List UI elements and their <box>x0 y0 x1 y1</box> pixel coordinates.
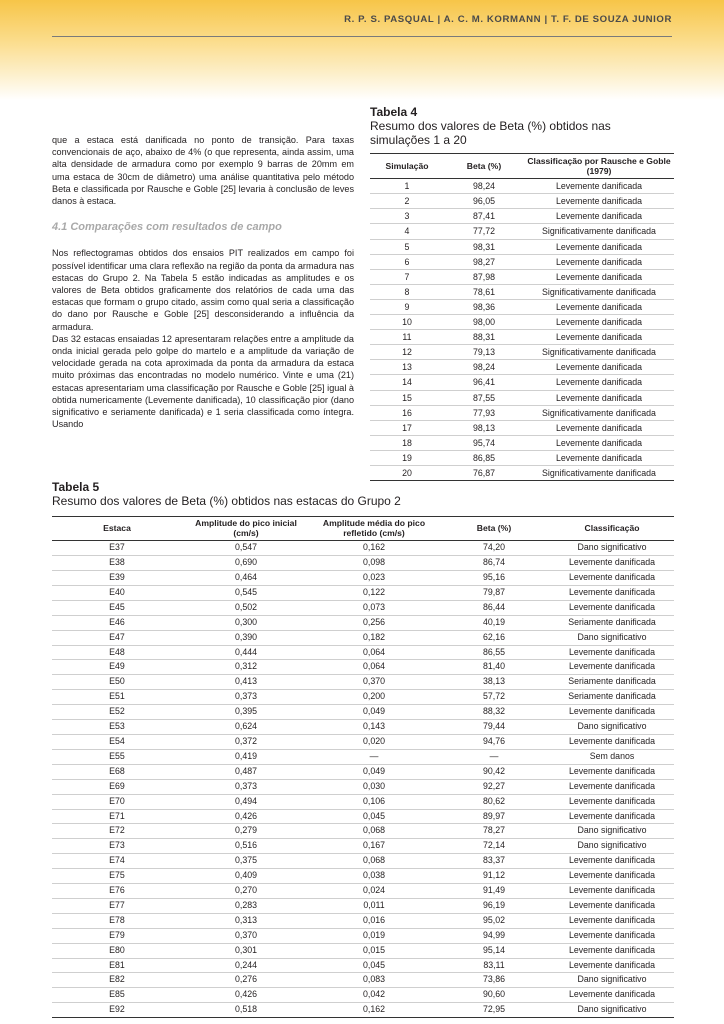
table-cell: 0,370 <box>182 928 310 943</box>
table-cell: Levemente danificada <box>550 734 674 749</box>
running-header-authors: R. P. S. PASQUAL | A. C. M. KORMANN | T. F. DE SOUZA JUNIOR <box>344 14 672 25</box>
column-header: Classificação <box>550 517 674 541</box>
table-cell: Levemente danificada <box>524 375 674 390</box>
table-cell: 13 <box>370 360 444 375</box>
table-cell: Levemente danificada <box>524 209 674 224</box>
table-cell: 0,023 <box>310 571 438 586</box>
table-cell: 0,015 <box>310 943 438 958</box>
table-cell: 0,375 <box>182 854 310 869</box>
table-cell: 0,279 <box>182 824 310 839</box>
table-row <box>370 450 674 465</box>
table-4 <box>370 105 674 481</box>
table-row <box>52 869 674 884</box>
table-row <box>52 854 674 869</box>
table-cell: Levemente danificada <box>550 854 674 869</box>
table-cell: Levemente danificada <box>524 420 674 435</box>
table-cell: 88,31 <box>444 330 524 345</box>
table-cell: Levemente danificada <box>550 913 674 928</box>
table-cell: Levemente danificada <box>550 794 674 809</box>
table-cell: Significativamente danificada <box>524 345 674 360</box>
table-cell: 0,312 <box>182 660 310 675</box>
table-row <box>52 585 674 600</box>
table-cell: 92,27 <box>438 779 550 794</box>
table-cell: — <box>438 749 550 764</box>
table-row <box>52 973 674 988</box>
table-cell: E39 <box>52 571 182 586</box>
table-cell: 72,14 <box>438 839 550 854</box>
table-cell: 0,313 <box>182 913 310 928</box>
table-cell: 0,024 <box>310 884 438 899</box>
table-cell: 73,86 <box>438 973 550 988</box>
paragraph: que a estaca está danificada no ponto de transição. Para taxas convencionais de aço, abaixo de 4% (o que representa, ainda assim, uma alta densidade de armadura como por exemplo 9 barras de 20mm em uma estaca de 30cm de diâmetro) uma análise quantitativa pelo método Beta e classificada por Rausche e Goble [25] levaria à conclusão de leves danos à estaca. <box>52 135 354 207</box>
table-cell: 79,44 <box>438 720 550 735</box>
table-cell: 0,045 <box>310 958 438 973</box>
table-cell: Levemente danificada <box>550 958 674 973</box>
column-header: Classificação por Rausche e Goble (1979) <box>524 154 674 179</box>
table-cell: E77 <box>52 898 182 913</box>
table-cell: 0,049 <box>310 705 438 720</box>
table-cell: 0,011 <box>310 898 438 913</box>
table-cell: E55 <box>52 749 182 764</box>
table-cell: 0,395 <box>182 705 310 720</box>
section-heading: 4.1 Comparações com resultados de campo <box>52 221 282 234</box>
table-cell: 12 <box>370 345 444 360</box>
table-cell: 72,95 <box>438 1003 550 1018</box>
table-cell: E52 <box>52 705 182 720</box>
table-cell: 7 <box>370 269 444 284</box>
table-cell: 78,61 <box>444 284 524 299</box>
table-cell: Levemente danificada <box>524 450 674 465</box>
table-cell: 83,11 <box>438 958 550 973</box>
table-cell: Levemente danificada <box>550 779 674 794</box>
table-cell: 91,12 <box>438 869 550 884</box>
table-cell: 0,502 <box>182 600 310 615</box>
table-row <box>52 600 674 615</box>
table-cell: 90,42 <box>438 764 550 779</box>
table-cell: 98,24 <box>444 360 524 375</box>
table-cell: E76 <box>52 884 182 899</box>
table-row <box>52 898 674 913</box>
table-row <box>52 734 674 749</box>
table-cell: 18 <box>370 435 444 450</box>
table-5-subtitle: Resumo dos valores de Beta (%) obtidos nas estacas do Grupo 2 <box>52 494 401 508</box>
table-cell: 0,016 <box>310 913 438 928</box>
table-cell: Levemente danificada <box>550 809 674 824</box>
table-cell: 96,19 <box>438 898 550 913</box>
table-cell: Levemente danificada <box>550 660 674 675</box>
table-cell: 0,690 <box>182 556 310 571</box>
table-row <box>370 194 674 209</box>
table-cell: E37 <box>52 541 182 556</box>
table-cell: E70 <box>52 794 182 809</box>
table-row <box>370 269 674 284</box>
table-cell: E47 <box>52 630 182 645</box>
table-cell: Significativamente danificada <box>524 284 674 299</box>
table-row <box>370 284 674 299</box>
table-cell: Levemente danificada <box>550 943 674 958</box>
table-cell: 95,74 <box>444 435 524 450</box>
table-row <box>52 928 674 943</box>
table-cell: Levemente danificada <box>524 360 674 375</box>
table-cell: 91,49 <box>438 884 550 899</box>
table-5-title: Tabela 5 <box>52 480 100 494</box>
table-cell: 74,20 <box>438 541 550 556</box>
table-cell: E73 <box>52 839 182 854</box>
table-cell: Levemente danificada <box>550 705 674 720</box>
table-cell: Levemente danificada <box>524 269 674 284</box>
column-header: Amplitude média do pico refletido (cm/s) <box>310 517 438 541</box>
table-row <box>52 958 674 973</box>
table-cell: 40,19 <box>438 615 550 630</box>
table-cell: E46 <box>52 615 182 630</box>
table-cell: E53 <box>52 720 182 735</box>
table-row <box>370 239 674 254</box>
table-cell: Levemente danificada <box>550 988 674 1003</box>
table-cell: E78 <box>52 913 182 928</box>
table-cell: Levemente danificada <box>524 435 674 450</box>
table-cell: Dano significativo <box>550 630 674 645</box>
table-cell: E81 <box>52 958 182 973</box>
table-cell: E72 <box>52 824 182 839</box>
table-cell: 95,16 <box>438 571 550 586</box>
table-cell: 0,030 <box>310 779 438 794</box>
table-row <box>370 375 674 390</box>
table-cell: E68 <box>52 764 182 779</box>
table-cell: Dano significativo <box>550 973 674 988</box>
table-cell: 9 <box>370 299 444 314</box>
table-cell: 83,37 <box>438 854 550 869</box>
table-row <box>52 988 674 1003</box>
table-cell: 79,13 <box>444 345 524 360</box>
table-cell: 98,27 <box>444 254 524 269</box>
table-cell: 0,545 <box>182 585 310 600</box>
table-cell: Significativamente danificada <box>524 465 674 480</box>
table-cell: 96,41 <box>444 375 524 390</box>
table-cell: Seriamente danificada <box>550 615 674 630</box>
table-cell: 76,87 <box>444 465 524 480</box>
table-cell: 81,40 <box>438 660 550 675</box>
table-row <box>52 675 674 690</box>
table-cell: 0,098 <box>310 556 438 571</box>
table-cell: 62,16 <box>438 630 550 645</box>
table-row <box>52 943 674 958</box>
table-cell: Levemente danificada <box>524 194 674 209</box>
table-cell: 86,55 <box>438 645 550 660</box>
table-cell: Levemente danificada <box>550 764 674 779</box>
table-cell: 86,74 <box>438 556 550 571</box>
paragraph: Das 32 estacas ensaiadas 12 apresentaram relações entre a amplitude da onda inicial gerada pelo golpe do martelo e a amplitude da variação de velocidade gerada na cota aproximada da ponta da armadura da estaca muito próximas das encontradas no modelo numérico. Vinte e uma (21) estacas apresentariam uma classificação por Rausche e Goble [25] igual à obtida numericamente (Levemente danificada), 10 classificação pior (dano significativo e seriamente danificada) e 1 seria classificada como íntegra. Usando <box>52 333 354 430</box>
table-cell: 96,05 <box>444 194 524 209</box>
table-cell: E40 <box>52 585 182 600</box>
table-cell: 0,064 <box>310 645 438 660</box>
table-cell: Levemente danificada <box>550 884 674 899</box>
table-cell: 0,167 <box>310 839 438 854</box>
table-cell: 89,97 <box>438 809 550 824</box>
table-cell: 87,55 <box>444 390 524 405</box>
table-cell: E92 <box>52 1003 182 1018</box>
table-row <box>52 705 674 720</box>
table-cell: E80 <box>52 943 182 958</box>
table-cell: Dano significativo <box>550 1003 674 1018</box>
table-cell: Levemente danificada <box>550 645 674 660</box>
table-cell: 0,068 <box>310 824 438 839</box>
table-cell: 0,083 <box>310 973 438 988</box>
table-cell: Levemente danificada <box>550 898 674 913</box>
table-cell: 0,413 <box>182 675 310 690</box>
table-cell: 0,624 <box>182 720 310 735</box>
table-row <box>52 779 674 794</box>
table-cell: 20 <box>370 465 444 480</box>
table-cell: 94,76 <box>438 734 550 749</box>
table-cell: 11 <box>370 330 444 345</box>
table-row <box>52 839 674 854</box>
column-header: Amplitude do pico inicial (cm/s) <box>182 517 310 541</box>
table-cell: 98,13 <box>444 420 524 435</box>
table-cell: 1 <box>370 179 444 194</box>
table-row <box>370 435 674 450</box>
table-row <box>52 720 674 735</box>
table-row <box>52 764 674 779</box>
table-cell: E49 <box>52 660 182 675</box>
table-cell: 86,44 <box>438 600 550 615</box>
table-cell: Significativamente danificada <box>524 224 674 239</box>
table-row <box>52 541 674 556</box>
table-cell: Dano significativo <box>550 824 674 839</box>
table-row <box>52 794 674 809</box>
table-4-subtitle: Resumo dos valores de Beta (%) obtidos nas simulações 1 a 20 <box>370 119 611 147</box>
table-cell: 0,547 <box>182 541 310 556</box>
table-cell: E82 <box>52 973 182 988</box>
table-cell: 0,064 <box>310 660 438 675</box>
table-cell: 0,045 <box>310 809 438 824</box>
table-row <box>370 465 674 480</box>
table-cell: 6 <box>370 254 444 269</box>
table-cell: 4 <box>370 224 444 239</box>
table-4-grid <box>370 153 674 481</box>
table-cell: Seriamente danificada <box>550 690 674 705</box>
table-row <box>52 615 674 630</box>
table-cell: 0,122 <box>310 585 438 600</box>
column-header: Beta (%) <box>444 154 524 179</box>
table-cell: 90,60 <box>438 988 550 1003</box>
table-cell: Dano significativo <box>550 541 674 556</box>
table-cell: — <box>310 749 438 764</box>
table-cell: 14 <box>370 375 444 390</box>
table-cell: Levemente danificada <box>550 600 674 615</box>
table-cell: 0,426 <box>182 809 310 824</box>
table-row <box>370 330 674 345</box>
table-cell: 98,31 <box>444 239 524 254</box>
table-cell: 0,256 <box>310 615 438 630</box>
table-cell: 0,038 <box>310 869 438 884</box>
table-cell: E48 <box>52 645 182 660</box>
table-cell: Seriamente danificada <box>550 675 674 690</box>
table-row <box>52 630 674 645</box>
table-cell: E75 <box>52 869 182 884</box>
table-cell: 0,419 <box>182 749 310 764</box>
table-cell: 0,370 <box>310 675 438 690</box>
table-row <box>52 809 674 824</box>
column-header: Estaca <box>52 517 182 541</box>
table-row <box>52 1003 674 1018</box>
table-cell: Levemente danificada <box>524 254 674 269</box>
table-cell: Levemente danificada <box>524 390 674 405</box>
table-cell: Levemente danificada <box>550 869 674 884</box>
table-cell: 0,276 <box>182 973 310 988</box>
table-cell: 87,41 <box>444 209 524 224</box>
table-cell: Significativamente danificada <box>524 405 674 420</box>
table-row <box>52 556 674 571</box>
table-row <box>52 645 674 660</box>
table-cell: 77,93 <box>444 405 524 420</box>
table-cell: 0,464 <box>182 571 310 586</box>
table-cell: 0,068 <box>310 854 438 869</box>
table-cell: 80,62 <box>438 794 550 809</box>
table-cell: 8 <box>370 284 444 299</box>
table-cell: 0,200 <box>310 690 438 705</box>
header-rule <box>52 36 672 37</box>
table-cell: 0,373 <box>182 779 310 794</box>
table-cell: 0,162 <box>310 541 438 556</box>
table-cell: 0,444 <box>182 645 310 660</box>
table-cell: Levemente danificada <box>550 928 674 943</box>
table-cell: 0,301 <box>182 943 310 958</box>
table-cell: 0,042 <box>310 988 438 1003</box>
table-cell: 0,518 <box>182 1003 310 1018</box>
table-cell: 95,02 <box>438 913 550 928</box>
table-cell: 0,373 <box>182 690 310 705</box>
table-cell: 0,270 <box>182 884 310 899</box>
table-cell: Levemente danificada <box>550 585 674 600</box>
table-row <box>52 913 674 928</box>
table-cell: 0,143 <box>310 720 438 735</box>
table-row <box>370 360 674 375</box>
table-5 <box>52 480 674 1018</box>
table-row <box>52 571 674 586</box>
table-cell: 0,494 <box>182 794 310 809</box>
table-cell: 0,106 <box>310 794 438 809</box>
paragraph: Nos reflectogramas obtidos dos ensaios PIT realizados em campo foi possível identificar uma clara reflexão na região da ponta da armadura nas estacas do Grupo 2. Na Tabela 5 estão indicadas as amplitudes e os valores de Beta obtidos graficamente dos relatórios de cada uma das estacas que formam o grupo citado, assim como qual seria a classificação do dano por Rausche e Goble [25] desconsiderando a influência da armadura. <box>52 248 354 332</box>
table-cell: 17 <box>370 420 444 435</box>
table-cell: 86,85 <box>444 450 524 465</box>
table-cell: 98,24 <box>444 179 524 194</box>
table-cell: Levemente danificada <box>524 179 674 194</box>
table-cell: Levemente danificada <box>524 315 674 330</box>
table-cell: 0,487 <box>182 764 310 779</box>
table-row <box>370 179 674 194</box>
table-cell: 0,283 <box>182 898 310 913</box>
table-4-title: Tabela 4 <box>370 105 418 119</box>
table-cell: 0,300 <box>182 615 310 630</box>
table-cell: 0,162 <box>310 1003 438 1018</box>
table-cell: 77,72 <box>444 224 524 239</box>
table-cell: 57,72 <box>438 690 550 705</box>
table-cell: E69 <box>52 779 182 794</box>
table-cell: 0,516 <box>182 839 310 854</box>
table-row <box>52 660 674 675</box>
table-cell: Levemente danificada <box>550 556 674 571</box>
table-cell: Dano significativo <box>550 720 674 735</box>
column-header: Simulação <box>370 154 444 179</box>
table-cell: 3 <box>370 209 444 224</box>
table-row <box>370 345 674 360</box>
table-row <box>52 749 674 764</box>
column-header: Beta (%) <box>438 517 550 541</box>
table-row <box>52 690 674 705</box>
table-cell: E79 <box>52 928 182 943</box>
table-cell: E54 <box>52 734 182 749</box>
table-cell: 0,372 <box>182 734 310 749</box>
table-cell: 88,32 <box>438 705 550 720</box>
table-cell: Levemente danificada <box>524 299 674 314</box>
table-cell: 0,426 <box>182 988 310 1003</box>
table-cell: 5 <box>370 239 444 254</box>
table-row <box>52 824 674 839</box>
table-cell: Dano significativo <box>550 839 674 854</box>
table-cell: E71 <box>52 809 182 824</box>
table-cell: 0,049 <box>310 764 438 779</box>
table-row <box>370 254 674 269</box>
table-cell: 94,99 <box>438 928 550 943</box>
table-cell: Levemente danificada <box>550 571 674 586</box>
table-cell: 38,13 <box>438 675 550 690</box>
table-row <box>370 390 674 405</box>
table-row <box>370 224 674 239</box>
table-cell: E38 <box>52 556 182 571</box>
table-cell: 0,390 <box>182 630 310 645</box>
table-cell: 98,36 <box>444 299 524 314</box>
table-cell: 2 <box>370 194 444 209</box>
table-cell: 95,14 <box>438 943 550 958</box>
table-row <box>370 405 674 420</box>
table-cell: 10 <box>370 315 444 330</box>
table-row <box>370 299 674 314</box>
table-cell: 0,182 <box>310 630 438 645</box>
table-cell: 19 <box>370 450 444 465</box>
table-cell: 0,244 <box>182 958 310 973</box>
table-cell: 98,00 <box>444 315 524 330</box>
table-cell: 0,409 <box>182 869 310 884</box>
table-row <box>370 315 674 330</box>
table-cell: Levemente danificada <box>524 239 674 254</box>
table-cell: E74 <box>52 854 182 869</box>
table-cell: 0,020 <box>310 734 438 749</box>
table-5-grid <box>52 516 674 1018</box>
left-column-text <box>52 134 354 430</box>
table-cell: 79,87 <box>438 585 550 600</box>
table-cell: 15 <box>370 390 444 405</box>
table-cell: 0,073 <box>310 600 438 615</box>
table-cell: 16 <box>370 405 444 420</box>
table-cell: E45 <box>52 600 182 615</box>
table-cell: 87,98 <box>444 269 524 284</box>
table-cell: E50 <box>52 675 182 690</box>
table-cell: 0,019 <box>310 928 438 943</box>
table-cell: Sem danos <box>550 749 674 764</box>
table-cell: E51 <box>52 690 182 705</box>
table-cell: E85 <box>52 988 182 1003</box>
table-row <box>370 420 674 435</box>
table-row <box>370 209 674 224</box>
table-cell: 78,27 <box>438 824 550 839</box>
table-cell: Levemente danificada <box>524 330 674 345</box>
table-row <box>52 884 674 899</box>
